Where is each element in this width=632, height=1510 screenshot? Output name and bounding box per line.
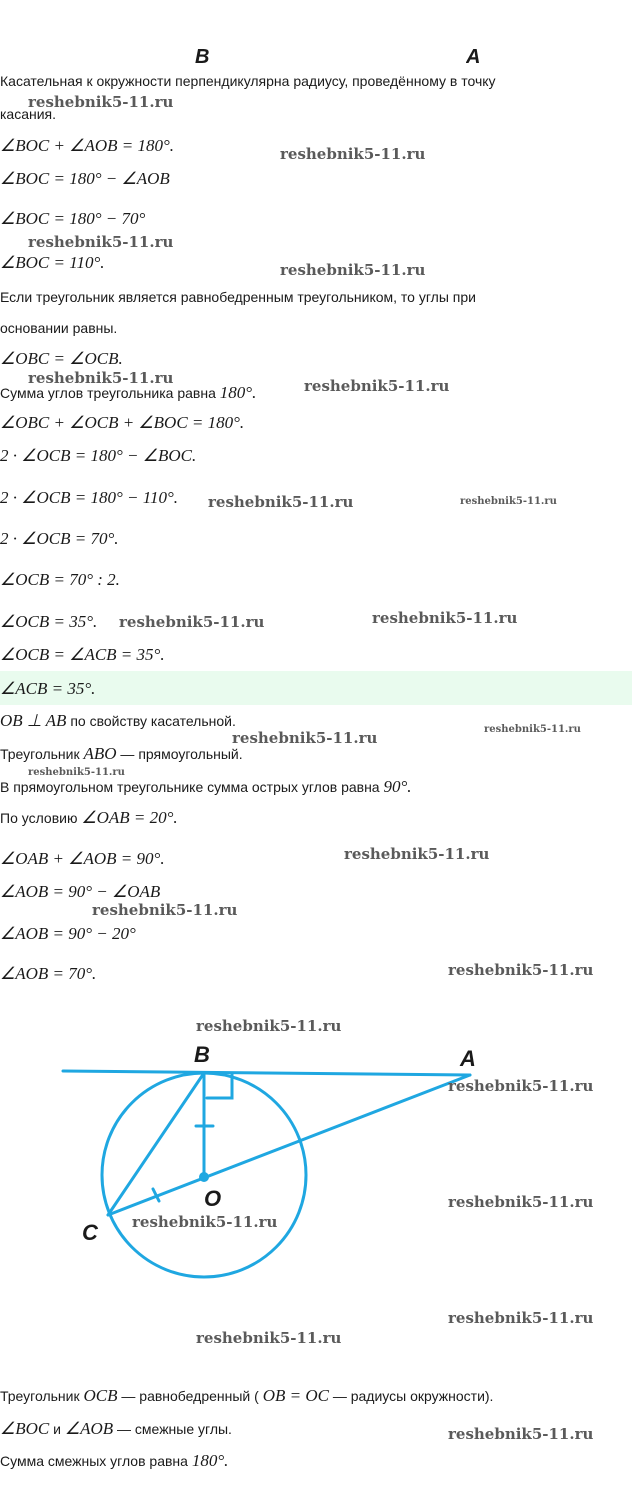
- math-line: ∠BOC + ∠AOB = 180°.: [0, 136, 175, 155]
- watermark: reshebnik5-11.ru: [232, 729, 378, 747]
- math-line: ∠AOB = 90° − 20°: [0, 924, 136, 943]
- watermark: reshebnik5-11.ru: [28, 767, 125, 778]
- label-c: C: [82, 1220, 98, 1245]
- top-label-b: B: [195, 46, 210, 64]
- tangent-line: [63, 1071, 470, 1075]
- watermark: reshebnik5-11.ru: [92, 901, 238, 919]
- watermark: reshebnik5-11.ru: [208, 493, 354, 511]
- text-line: Касательная к окружности перпендикулярна радиусу, проведённому в точку: [0, 73, 496, 89]
- math-line: ∠OCB = ∠ACB = 35°.: [0, 645, 165, 664]
- label-a: A: [460, 1046, 476, 1071]
- watermark: reshebnik5-11.ru: [304, 377, 450, 395]
- text-line: По условию ∠OAB = 20°.: [0, 808, 178, 827]
- math-line: ∠BOC = 180° − ∠AOB: [0, 169, 170, 188]
- watermark: reshebnik5-11.ru: [28, 369, 174, 387]
- math-line: 2 · ∠OCB = 70°.: [0, 529, 119, 548]
- text-line: основании равны.: [0, 320, 118, 336]
- text-line: OB ⊥ AB по свойству касательной.: [0, 711, 236, 730]
- math-line: ∠OBC = ∠OCB.: [0, 349, 123, 368]
- math-line: ∠BOC = 110°.: [0, 253, 105, 272]
- math-line: 2 · ∠OCB = 180° − ∠BOC.: [0, 446, 197, 465]
- text-line: касания.: [0, 106, 57, 122]
- math-line: ∠AOB = 70°.: [0, 964, 97, 983]
- text-line: Треугольник OCB — равнобедренный ( OB = OC — радиусы окружности).: [0, 1386, 494, 1405]
- watermark: reshebnik5-11.ru: [280, 261, 426, 279]
- math-line: ∠BOC = 180° − 70°: [0, 209, 146, 228]
- watermark: reshebnik5-11.ru: [448, 1425, 594, 1443]
- watermark: reshebnik5-11.ru: [280, 145, 426, 163]
- text-line: В прямоугольном треугольнике сумма острых углов равна 90°.: [0, 777, 412, 796]
- math-line: ∠OBC + ∠OCB + ∠BOC = 180°.: [0, 413, 245, 432]
- geometry-diagram: [0, 1030, 632, 1290]
- watermark: reshebnik5-11.ru: [460, 496, 557, 507]
- math-line: ∠OCB = 70° : 2.: [0, 570, 120, 589]
- label-b: B: [194, 1042, 210, 1067]
- point-o: [199, 1172, 209, 1182]
- label-o: O: [204, 1186, 222, 1211]
- watermark: reshebnik5-11.ru: [132, 1213, 278, 1231]
- text-line: Сумма углов треугольника равна 180°.: [0, 383, 257, 402]
- watermark: reshebnik5-11.ru: [448, 1309, 594, 1327]
- watermark: reshebnik5-11.ru: [448, 1077, 594, 1095]
- watermark: reshebnik5-11.ru: [28, 93, 174, 111]
- text-line: Треугольник ABO — прямоугольный.: [0, 744, 243, 763]
- watermark: reshebnik5-11.ru: [372, 609, 518, 627]
- math-line: 2 · ∠OCB = 180° − 110°.: [0, 488, 179, 507]
- text-line: Сумма смежных углов равна 180°.: [0, 1451, 229, 1470]
- watermark: reshebnik5-11.ru: [28, 233, 174, 251]
- watermark: reshebnik5-11.ru: [448, 961, 594, 979]
- answer-line: ∠ACB = 35°.: [0, 679, 96, 698]
- segment-ca: [108, 1075, 470, 1215]
- top-label-a: A: [466, 46, 481, 64]
- watermark: reshebnik5-11.ru: [344, 845, 490, 863]
- text-line: Если треугольник является равнобедренным треугольником, то углы при: [0, 289, 476, 305]
- math-line: ∠OCB = 35°.: [0, 612, 98, 631]
- math-line: ∠OAB + ∠AOB = 90°.: [0, 849, 165, 868]
- watermark: reshebnik5-11.ru: [448, 1193, 594, 1211]
- right-angle-mark: [207, 1074, 232, 1098]
- watermark: reshebnik5-11.ru: [196, 1329, 342, 1347]
- watermark: reshebnik5-11.ru: [196, 1017, 342, 1035]
- text-line: ∠BOC и ∠AOB — смежные углы.: [0, 1419, 232, 1438]
- math-line: ∠AOB = 90° − ∠OAB: [0, 882, 161, 901]
- watermark: reshebnik5-11.ru: [119, 613, 265, 631]
- watermark: reshebnik5-11.ru: [484, 724, 581, 735]
